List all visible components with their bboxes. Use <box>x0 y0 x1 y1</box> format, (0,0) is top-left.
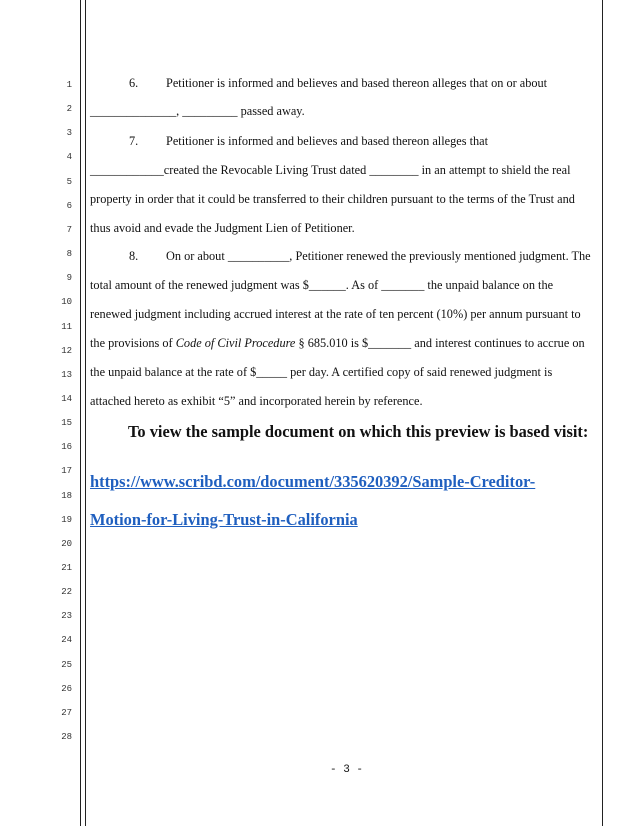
line-number: 7 <box>66 224 72 235</box>
paragraph-8-line-4 <box>90 336 585 350</box>
paragraph-7-number: 7. <box>129 134 139 148</box>
statute-citation: Code of Civil Procedure <box>175 336 296 350</box>
line-number: 11 <box>61 321 72 332</box>
paragraph-8-line-4-text-end: § 685.010 is $_______ and interest continues to accrue on <box>295 336 585 350</box>
line-number: 14 <box>61 393 72 404</box>
line-number: 10 <box>61 297 72 308</box>
line-number: 18 <box>61 490 72 501</box>
paragraph-8-line-5: the unpaid balance at the rate of $_____ per day. A certified copy of said renewed judgment is <box>90 365 553 379</box>
line-number: 5 <box>66 176 72 187</box>
paragraph-8-line-6: attached hereto as exhibit “5” and incorporated herein by reference. <box>90 394 423 408</box>
paragraph-7-line-4: thus avoid and evade the Judgment Lien of Petitioner. <box>90 221 355 235</box>
paragraph-8-line-2: total amount of the renewed judgment was $______. As of _______ the unpaid balance on the <box>90 278 554 292</box>
scribd-link-line-2[interactable]: Motion-for-Living-Trust-in-California <box>90 510 358 529</box>
line-number: 26 <box>61 683 72 694</box>
preview-heading: To view the sample document on which this preview is based visit: <box>128 422 589 441</box>
paragraph-6-number: 6. <box>129 76 139 90</box>
paragraph-7-line-2: ____________created the Revocable Living Trust dated ________ in an attempt to shield the real <box>90 163 571 177</box>
line-number: 23 <box>61 611 72 622</box>
line-number: 28 <box>61 732 72 743</box>
line-number: 4 <box>66 152 72 163</box>
pleading-right-rule <box>602 0 603 826</box>
line-number: 6 <box>66 200 72 211</box>
paragraph-6-line-1: Petitioner is informed and believes and based thereon alleges that on or about <box>166 76 548 90</box>
line-number: 17 <box>61 466 72 477</box>
line-number: 12 <box>61 345 72 356</box>
paragraph-8-line-4-text: the provisions of <box>90 336 176 350</box>
line-number: 21 <box>61 563 72 573</box>
line-number: 3 <box>66 128 72 139</box>
line-number: 16 <box>61 442 72 453</box>
line-number: 8 <box>66 249 72 260</box>
paragraph-8-line-1: On or about __________, Petitioner renewed the previously mentioned judgment. The <box>166 249 591 263</box>
pleading-left-rule-outer <box>80 0 81 826</box>
paragraph-8-line-3: renewed judgment including accrued interest at the rate of ten percent (10%) per annum pursuant to <box>90 307 581 321</box>
line-number: 13 <box>61 369 72 380</box>
line-number: 15 <box>61 418 72 429</box>
paragraph-8-number: 8. <box>129 249 139 263</box>
line-number: 20 <box>61 538 72 549</box>
line-number: 27 <box>61 707 72 718</box>
line-number: 19 <box>61 514 72 525</box>
line-number: 1 <box>66 80 72 90</box>
line-number: 9 <box>66 273 72 284</box>
paragraph-6-line-2: ______________, _________ passed away. <box>90 104 305 118</box>
paragraph-7-line-3: property in order that it could be transferred to their children pursuant to the terms of the Trust and <box>90 192 575 206</box>
paragraph-7-line-1: Petitioner is informed and believes and based thereon alleges that <box>166 134 489 148</box>
page-number: - 3 - <box>330 764 364 776</box>
scribd-link-line-1[interactable]: https://www.scribd.com/document/335620392/Sample-Creditor- <box>90 472 536 491</box>
line-number: 25 <box>61 659 72 670</box>
line-number: 2 <box>66 104 72 115</box>
pleading-left-rule-inner <box>85 0 86 826</box>
line-number: 24 <box>61 635 72 646</box>
line-number: 22 <box>61 587 72 598</box>
